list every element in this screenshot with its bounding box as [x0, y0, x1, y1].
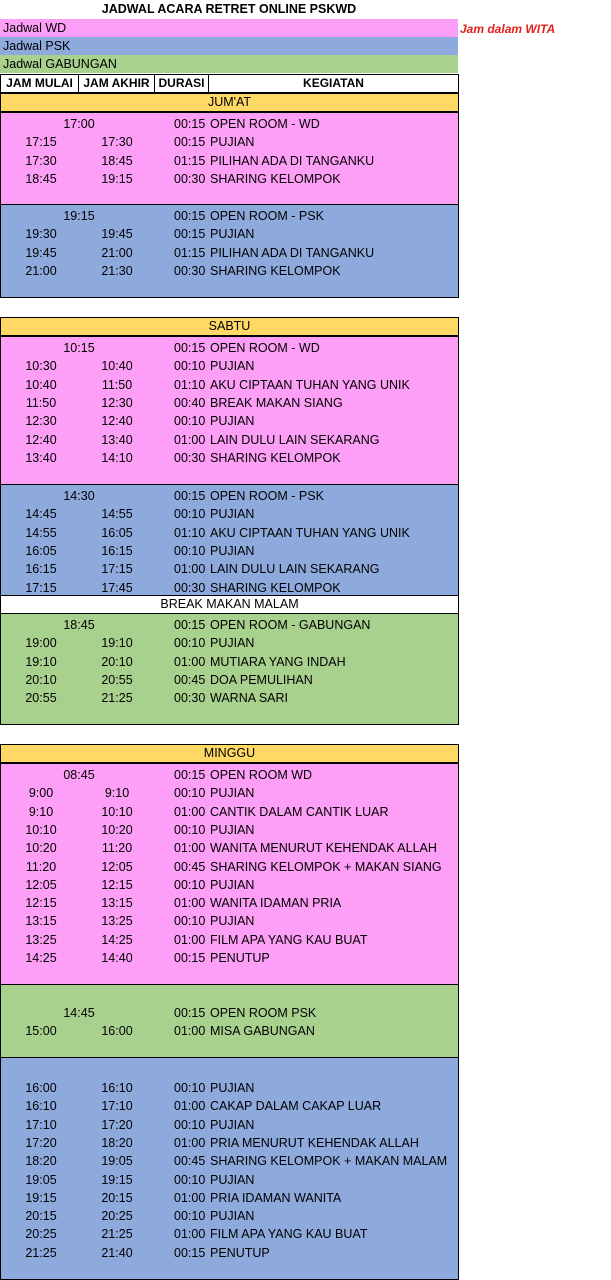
row-activity: SHARING KELOMPOK	[210, 171, 341, 186]
row-start-time: 21:25	[25, 1245, 57, 1260]
row-end-time: 19:10	[101, 636, 133, 651]
row-start-time: 17:20	[25, 1135, 57, 1150]
row-start-time: 17:10	[25, 1117, 57, 1132]
schedule-row	[1, 784, 457, 802]
row-end-time: 20:15	[101, 1190, 133, 1205]
row-end-time: 19:05	[101, 1154, 133, 1169]
row-activity: PUJIAN	[210, 227, 255, 242]
schedule-row	[1, 634, 457, 652]
row-end-time: 13:40	[101, 432, 133, 447]
schedule-row	[1, 560, 457, 578]
schedule-row	[1, 244, 457, 262]
row-activity: WARNA SARI	[210, 691, 289, 706]
row-duration: 00:15	[174, 227, 206, 242]
legend-wd: Jadwal WD	[0, 19, 458, 37]
row-end-time: 17:15	[101, 562, 133, 577]
row-duration: 01:10	[174, 377, 206, 392]
row-duration: 00:15	[174, 117, 206, 131]
row-duration: 00:30	[174, 171, 206, 186]
row-activity: OPEN ROOM - PSK	[210, 209, 324, 223]
row-end-time: 13:15	[101, 896, 133, 911]
row-activity: PUJIAN	[210, 786, 255, 801]
row-duration: 00:15	[174, 489, 206, 503]
row-end-time: 14:10	[101, 450, 133, 465]
schedule-row	[1, 376, 457, 394]
header-start: JAM MULAI	[1, 75, 79, 92]
schedule-row	[1, 689, 457, 707]
row-activity: PUJIAN	[210, 877, 255, 892]
row-activity: PRIA MENURUT KEHENDAK ALLAH	[210, 1135, 419, 1150]
schedule-row	[1, 207, 457, 225]
row-activity: LAIN DULU LAIN SEKARANG	[210, 432, 380, 447]
schedule-row	[1, 170, 457, 188]
row-activity: PUJIAN	[210, 135, 255, 150]
row-end-time: 14:55	[101, 507, 133, 522]
row-end-time: 10:40	[101, 359, 133, 374]
schedule-block-sabtu-psk	[0, 484, 459, 596]
row-end-time: 17:10	[101, 1099, 133, 1114]
row-start-time: 18:45	[63, 618, 95, 632]
row-start-time: 15:00	[25, 1024, 57, 1039]
schedule-row	[1, 579, 457, 597]
schedule-row	[1, 1189, 457, 1207]
row-activity: PUJIAN	[210, 507, 255, 522]
row-duration: 01:00	[174, 432, 206, 447]
row-start-time: 17:15	[25, 580, 57, 595]
row-start-time: 14:30	[63, 489, 95, 503]
schedule-row	[1, 616, 457, 634]
row-start-time: 14:45	[25, 507, 57, 522]
row-activity: OPEN ROOM - WD	[210, 117, 320, 131]
row-start-time: 11:50	[25, 395, 57, 410]
schedule-row	[1, 1079, 457, 1097]
row-start-time: 20:25	[25, 1227, 57, 1242]
row-activity: PUJIAN	[210, 359, 255, 374]
row-end-time: 9:10	[104, 786, 130, 801]
row-start-time: 19:45	[25, 245, 57, 260]
row-activity: PRIA IDAMAN WANITA	[210, 1190, 342, 1205]
row-duration: 00:10	[174, 507, 206, 522]
day-header-minggu: MINGGU	[0, 744, 459, 763]
row-start-time: 17:15	[25, 135, 57, 150]
schedule-row	[1, 839, 457, 857]
row-end-time: 10:20	[101, 822, 133, 837]
row-start-time: 19:15	[25, 1190, 57, 1205]
row-start-time: 12:15	[25, 896, 57, 911]
row-activity: PILIHAN ADA DI TANGANKU	[210, 153, 375, 168]
row-end-time: 17:30	[101, 135, 133, 150]
row-end-time: 16:05	[101, 525, 133, 540]
schedule-row	[1, 653, 457, 671]
row-duration: 00:40	[174, 395, 206, 410]
row-duration: 01:00	[174, 1099, 206, 1114]
row-start-time: 10:20	[25, 841, 57, 856]
row-end-time: 21:30	[101, 263, 133, 278]
row-activity: PUJIAN	[210, 1117, 255, 1132]
row-activity: PENUTUP	[210, 1245, 270, 1260]
row-activity: OPEN ROOM - WD	[210, 341, 320, 355]
schedule-row	[1, 339, 457, 357]
row-activity: PUJIAN	[210, 543, 255, 558]
schedule-row	[1, 449, 457, 467]
row-start-time: 14:45	[63, 1006, 95, 1020]
schedule-row	[1, 225, 457, 243]
row-start-time: 17:30	[25, 153, 57, 168]
table-header	[0, 74, 459, 93]
timezone-note: Jam dalam WITA	[460, 22, 556, 36]
row-duration: 00:10	[174, 914, 206, 929]
row-duration: 00:15	[174, 341, 206, 355]
row-end-time: 16:15	[101, 543, 133, 558]
row-duration: 00:15	[174, 135, 206, 150]
row-end-time: 20:55	[101, 672, 133, 687]
row-duration: 01:10	[174, 525, 206, 540]
row-start-time: 18:45	[25, 171, 57, 186]
row-duration: 00:10	[174, 1172, 206, 1187]
row-duration: 00:15	[174, 209, 206, 223]
row-activity: OPEN ROOM PSK	[210, 1006, 317, 1020]
row-activity: SHARING KELOMPOK	[210, 580, 341, 595]
row-duration: 00:30	[174, 263, 206, 278]
row-duration: 00:10	[174, 822, 206, 837]
row-duration: 00:15	[174, 1006, 206, 1020]
row-end-time: 18:20	[101, 1135, 133, 1150]
row-duration: 00:10	[174, 1081, 206, 1095]
schedule-row	[1, 133, 457, 151]
row-start-time: 10:30	[25, 359, 57, 374]
row-end-time: 12:30	[101, 395, 133, 410]
row-start-time: 21:00	[25, 263, 57, 278]
row-start-time: 20:15	[25, 1209, 57, 1224]
row-duration: 01:00	[174, 1190, 206, 1205]
row-activity: PILIHAN ADA DI TANGANKU	[210, 245, 375, 260]
schedule-row	[1, 894, 457, 912]
schedule-row	[1, 858, 457, 876]
row-activity: PENUTUP	[210, 951, 270, 965]
header-activity: KEGIATAN	[303, 76, 364, 90]
row-end-time: 12:40	[101, 414, 133, 429]
schedule-block-minggu-psk	[0, 1057, 459, 1280]
schedule-row	[1, 1152, 457, 1170]
break-makan-malam: BREAK MAKAN MALAM	[0, 595, 459, 614]
schedule-row	[1, 821, 457, 839]
row-end-time: 11:20	[101, 841, 133, 856]
schedule-row	[1, 262, 457, 280]
row-start-time: 16:05	[25, 543, 57, 558]
row-activity: AKU CIPTAAN TUHAN YANG UNIK	[210, 377, 410, 392]
row-start-time: 12:05	[25, 877, 57, 892]
schedule-row	[1, 1244, 457, 1262]
row-start-time: 9:00	[28, 786, 54, 801]
row-duration: 00:10	[174, 1117, 206, 1132]
row-duration: 00:15	[174, 951, 206, 965]
schedule-row	[1, 1004, 457, 1022]
row-activity: LAIN DULU LAIN SEKARANG	[210, 562, 380, 577]
schedule-row	[1, 912, 457, 930]
row-start-time: 11:20	[25, 859, 57, 874]
schedule-row	[1, 1207, 457, 1225]
row-start-time: 19:00	[25, 636, 57, 651]
row-duration: 00:30	[174, 450, 206, 465]
row-duration: 01:00	[174, 654, 206, 669]
row-start-time: 10:40	[25, 377, 57, 392]
row-duration: 00:15	[174, 1245, 206, 1260]
row-duration: 01:00	[174, 932, 206, 947]
row-activity: PUJIAN	[210, 636, 255, 651]
row-start-time: 13:25	[25, 932, 57, 947]
row-start-time: 10:10	[25, 822, 57, 837]
header-duration: DURASI	[155, 75, 209, 92]
day-header-sabtu: SABTU	[0, 317, 459, 336]
row-start-time: 17:00	[63, 117, 95, 131]
row-duration: 01:00	[174, 896, 206, 911]
row-start-time: 20:10	[25, 672, 57, 687]
row-duration: 01:00	[174, 804, 206, 819]
schedule-row	[1, 949, 457, 967]
schedule-row	[1, 542, 457, 560]
row-start-time: 12:30	[25, 414, 57, 429]
row-start-time: 13:15	[25, 914, 57, 929]
row-activity: WANITA IDAMAN PRIA	[210, 896, 342, 911]
schedule-block-sabtu-gabungan	[0, 613, 459, 725]
row-duration: 00:10	[174, 359, 206, 374]
schedule-row	[1, 766, 457, 784]
row-start-time: 19:05	[25, 1172, 57, 1187]
row-end-time: 21:25	[101, 691, 133, 706]
day-header-jumat: JUM'AT	[0, 93, 459, 112]
row-start-time: 19:30	[25, 227, 57, 242]
row-activity: SHARING KELOMPOK + MAKAN SIANG	[210, 859, 442, 874]
row-activity: PUJIAN	[210, 1172, 255, 1187]
row-start-time: 13:40	[25, 450, 57, 465]
row-activity: SHARING KELOMPOK	[210, 450, 341, 465]
schedule-block-sabtu-wd	[0, 336, 459, 486]
row-activity: SHARING KELOMPOK + MAKAN MALAM	[210, 1154, 448, 1169]
row-end-time: 10:10	[101, 804, 133, 819]
row-activity: SHARING KELOMPOK	[210, 263, 341, 278]
row-duration: 01:00	[174, 841, 206, 856]
row-activity: FILM APA YANG KAU BUAT	[210, 1227, 368, 1242]
row-start-time: 9:10	[28, 804, 54, 819]
row-activity: PUJIAN	[210, 1081, 255, 1095]
row-start-time: 19:15	[63, 209, 95, 223]
row-activity: PUJIAN	[210, 914, 255, 929]
header-end: JAM AKHIR	[79, 75, 155, 92]
schedule-row	[1, 671, 457, 689]
row-end-time: 17:45	[101, 580, 133, 595]
row-activity: CAKAP DALAM CAKAP LUAR	[210, 1099, 382, 1114]
legend-psk: Jadwal PSK	[0, 37, 458, 55]
row-start-time: 14:25	[25, 951, 57, 965]
row-activity: CANTIK DALAM CANTIK LUAR	[210, 804, 389, 819]
row-duration: 01:00	[174, 1227, 206, 1242]
row-duration: 00:10	[174, 877, 206, 892]
row-duration: 00:10	[174, 543, 206, 558]
legend-gabungan: Jadwal GABUNGAN	[0, 55, 458, 73]
row-end-time: 21:00	[101, 245, 133, 260]
row-start-time: 16:00	[25, 1081, 57, 1095]
schedule-row	[1, 524, 457, 542]
row-duration: 01:15	[174, 153, 206, 168]
row-activity: WANITA MENURUT KEHENDAK ALLAH	[210, 841, 437, 856]
row-end-time: 11:50	[101, 377, 133, 392]
schedule-row	[1, 115, 457, 133]
row-activity: PUJIAN	[210, 1209, 255, 1224]
row-duration: 01:00	[174, 1135, 206, 1150]
schedule-row	[1, 357, 457, 375]
row-duration: 00:15	[174, 618, 206, 632]
schedule-row	[1, 394, 457, 412]
row-duration: 01:15	[174, 245, 206, 260]
row-start-time: 08:45	[63, 768, 95, 782]
row-end-time: 19:15	[101, 1172, 133, 1187]
row-duration: 01:00	[174, 1024, 206, 1039]
row-duration: 00:30	[174, 691, 206, 706]
row-duration: 00:10	[174, 1209, 206, 1224]
row-end-time: 12:15	[101, 877, 133, 892]
row-activity: PUJIAN	[210, 822, 255, 837]
row-start-time: 16:10	[25, 1099, 57, 1114]
page-title: JADWAL ACARA RETRET ONLINE PSKWD	[101, 2, 357, 16]
schedule-row	[1, 487, 457, 505]
schedule-row	[1, 505, 457, 523]
row-start-time: 18:20	[25, 1154, 57, 1169]
row-duration: 00:10	[174, 636, 206, 651]
row-duration: 00:30	[174, 580, 206, 595]
schedule-row	[1, 803, 457, 821]
row-end-time: 19:45	[101, 227, 133, 242]
row-end-time: 19:15	[101, 171, 133, 186]
schedule-row	[1, 1171, 457, 1189]
schedule-block-jumat-wd	[0, 112, 459, 206]
row-activity: MISA GABUNGAN	[210, 1024, 315, 1039]
row-end-time: 20:25	[101, 1209, 133, 1224]
row-end-time: 21:40	[101, 1245, 133, 1260]
row-duration: 01:00	[174, 562, 206, 577]
schedule-row	[1, 152, 457, 170]
schedule-row	[1, 1116, 457, 1134]
row-activity: OPEN ROOM WD	[210, 768, 313, 782]
row-duration: 00:15	[174, 768, 206, 782]
schedule-row	[1, 931, 457, 949]
schedule-row	[1, 412, 457, 430]
row-activity: OPEN ROOM - GABUNGAN	[210, 618, 371, 632]
row-start-time: 10:15	[63, 341, 95, 355]
row-end-time: 18:45	[101, 153, 133, 168]
schedule-row	[1, 1225, 457, 1243]
schedule-row	[1, 1097, 457, 1115]
schedule-block-minggu-gabungan	[0, 984, 459, 1058]
row-duration: 00:45	[174, 859, 206, 874]
row-duration: 00:45	[174, 1154, 206, 1169]
row-activity: AKU CIPTAAN TUHAN YANG UNIK	[210, 525, 410, 540]
row-start-time: 20:55	[25, 691, 57, 706]
schedule-row	[1, 1022, 457, 1040]
row-activity: MUTIARA YANG INDAH	[210, 654, 346, 669]
schedule-row	[1, 1134, 457, 1152]
row-end-time: 16:10	[101, 1081, 133, 1095]
schedule-block-minggu-wd	[0, 763, 459, 985]
row-start-time: 16:15	[25, 562, 57, 577]
row-activity: DOA PEMULIHAN	[210, 672, 313, 687]
row-end-time: 13:25	[101, 914, 133, 929]
row-end-time: 20:10	[101, 654, 133, 669]
row-activity: OPEN ROOM - PSK	[210, 489, 324, 503]
row-duration: 00:45	[174, 672, 206, 687]
row-activity: FILM APA YANG KAU BUAT	[210, 932, 368, 947]
schedule-row	[1, 876, 457, 894]
schedule-block-jumat-psk	[0, 204, 459, 298]
schedule-row	[1, 431, 457, 449]
row-activity: PUJIAN	[210, 414, 255, 429]
row-activity: BREAK MAKAN SIANG	[210, 395, 343, 410]
row-end-time: 21:25	[101, 1227, 133, 1242]
row-start-time: 12:40	[25, 432, 57, 447]
row-end-time: 14:25	[101, 932, 133, 947]
row-start-time: 19:10	[25, 654, 57, 669]
row-duration: 00:10	[174, 414, 206, 429]
row-end-time: 16:00	[101, 1024, 133, 1039]
row-end-time: 17:20	[101, 1117, 133, 1132]
row-end-time: 12:05	[101, 859, 133, 874]
row-duration: 00:10	[174, 786, 206, 801]
row-start-time: 14:55	[25, 525, 57, 540]
row-end-time: 14:40	[101, 951, 133, 965]
